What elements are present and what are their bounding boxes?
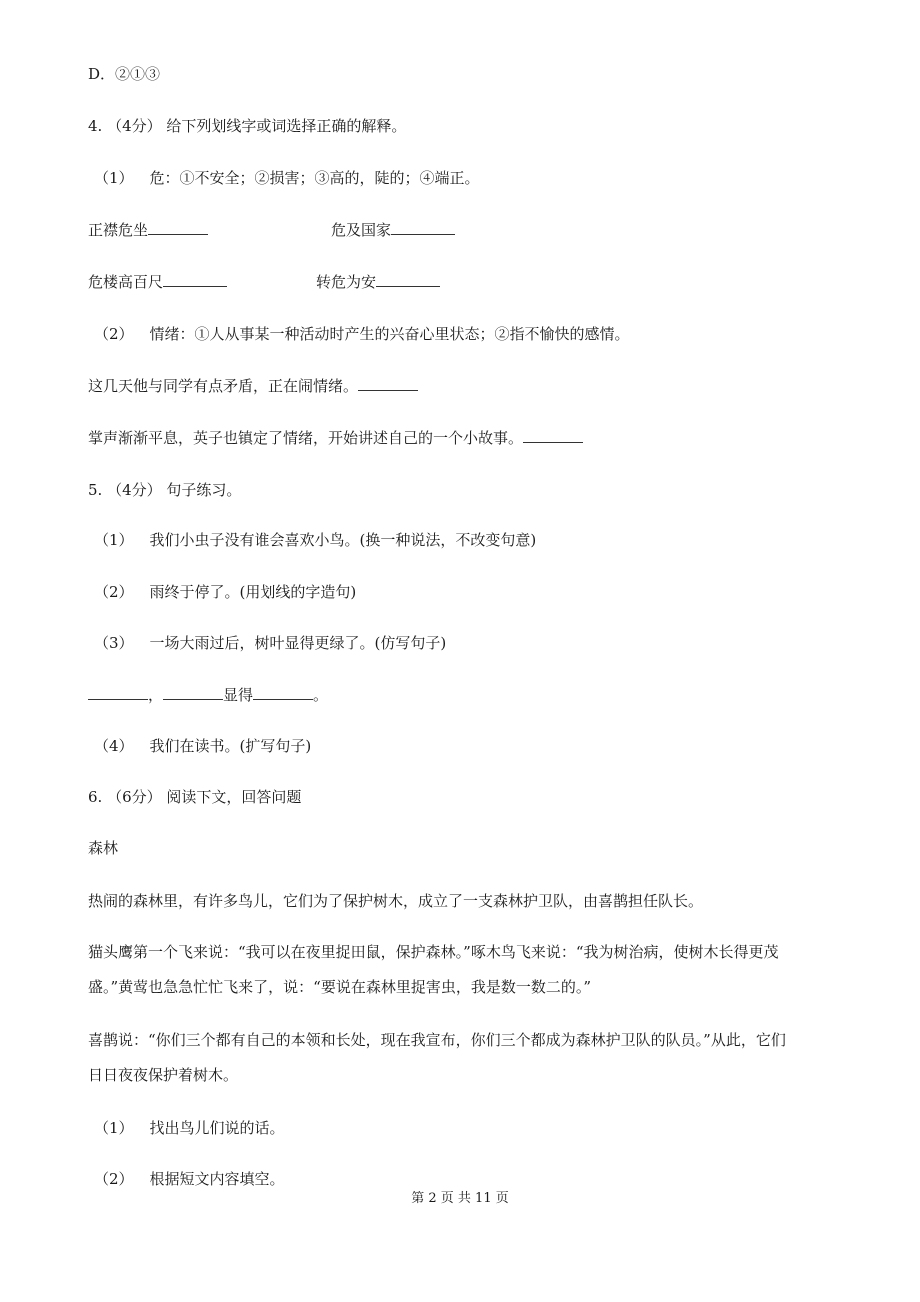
q6-sub1-text: 找出鸟儿们说的话。 [149,1119,285,1137]
q4-word-2 [331,220,455,240]
q4-word-1 [88,220,208,240]
q4-sub2 [94,324,630,344]
passage-paragraph-3-line-1: 喜鹊说：“你们三个都有自己的本领和长处，现在我宣布，你们三个都成为森林护卫队的队员。”从此，它们 [88,1031,786,1049]
answer-blank[interactable] [148,220,208,235]
q5-sub1-num: （1） [94,531,134,549]
question-4-stem: 4. （4分） 给下列划线字或词选择正确的解释。 [88,117,407,135]
q4-sub1 [94,168,480,188]
q6-sub1 [94,1118,285,1138]
answer-blank[interactable] [376,272,440,287]
question-5-stem: 5. （4分） 句子练习。 [88,481,242,499]
fill-word: 显得 [223,686,254,704]
q4-sub1-num: （1） [94,169,134,187]
fill-comma: ， [148,686,164,704]
q5-sub3-text: 一场大雨过后，树叶显得更绿了。(仿写句子) [149,634,447,652]
q4-sub2-text: 情绪：①人从事某一种活动时产生的兴奋心里状态；②指不愉快的感情。 [149,325,630,343]
answer-blank[interactable] [523,428,583,443]
answer-blank[interactable] [253,685,313,700]
q4-word-3-text: 危楼高百尺 [88,273,164,291]
previous-option-d: D．②①③ [88,65,161,83]
q5-sub3 [94,633,446,653]
fill-end: 。 [313,686,329,704]
q4-sentence-2-text: 掌声渐渐平息，英子也镇定了情绪，开始讲述自己的一个小故事。 [88,429,524,447]
passage-title: 森林 [88,839,119,857]
q4-word-3 [88,272,227,292]
q5-sub2-num: （2） [94,583,134,601]
q6-sub1-num: （1） [94,1119,134,1137]
q4-word-2-text: 危及国家 [331,221,392,239]
q5-sub1 [94,530,536,550]
q5-sub2-text: 雨终于停了。(用划线的字造句) [149,583,357,601]
q6-sub2 [94,1169,285,1189]
q5-sub4-text: 我们在读书。(扩写句子) [149,737,312,755]
answer-blank[interactable] [358,376,418,391]
q6-sub2-num: （2） [94,1170,134,1188]
q4-word-1-text: 正襟危坐 [88,221,149,239]
answer-blank[interactable] [88,685,148,700]
q4-word-4-text: 转危为安 [316,273,377,291]
passage-paragraph-2-line-1: 猫头鹰第一个飞来说：“我可以在夜里捉田鼠，保护森林。”啄木鸟飞来说：“我为树治病，使树木长得更茂 [88,943,779,961]
q5-sub3-num: （3） [94,634,134,652]
q4-sub1-text: 危：①不安全；②损害；③高的，陡的；④端正。 [149,169,480,187]
passage-paragraph-2-line-2: 盛。”黄莺也急急忙忙飞来了，说：“要说在森林里捉害虫，我是数一数二的。” [88,978,592,996]
answer-blank[interactable] [163,272,227,287]
q5-sub4-num: （4） [94,737,134,755]
q4-word-4 [316,272,440,292]
q5-fill-line [88,685,328,705]
q4-sentence-1 [88,376,418,396]
passage-paragraph-1: 热闹的森林里，有许多鸟儿，它们为了保护树木，成立了一支森林护卫队，由喜鹊担任队长。 [88,892,704,910]
q4-sentence-1-text: 这几天他与同学有点矛盾，正在闹情绪。 [88,377,359,395]
q4-sentence-2 [88,428,583,448]
question-6-stem: 6. （6分） 阅读下文，回答问题 [88,788,302,806]
page-footer: 第 2 页 共 11 页 [411,1191,509,1206]
q6-sub2-text: 根据短文内容填空。 [149,1170,285,1188]
q4-sub2-num: （2） [94,325,134,343]
q5-sub2 [94,582,356,602]
answer-blank[interactable] [391,220,455,235]
answer-blank[interactable] [163,685,223,700]
q5-sub1-text: 我们小虫子没有谁会喜欢小鸟。(换一种说法，不改变句意) [149,531,537,549]
passage-paragraph-3-line-2: 日日夜夜保护着树木。 [88,1066,239,1084]
q5-sub4 [94,736,311,756]
